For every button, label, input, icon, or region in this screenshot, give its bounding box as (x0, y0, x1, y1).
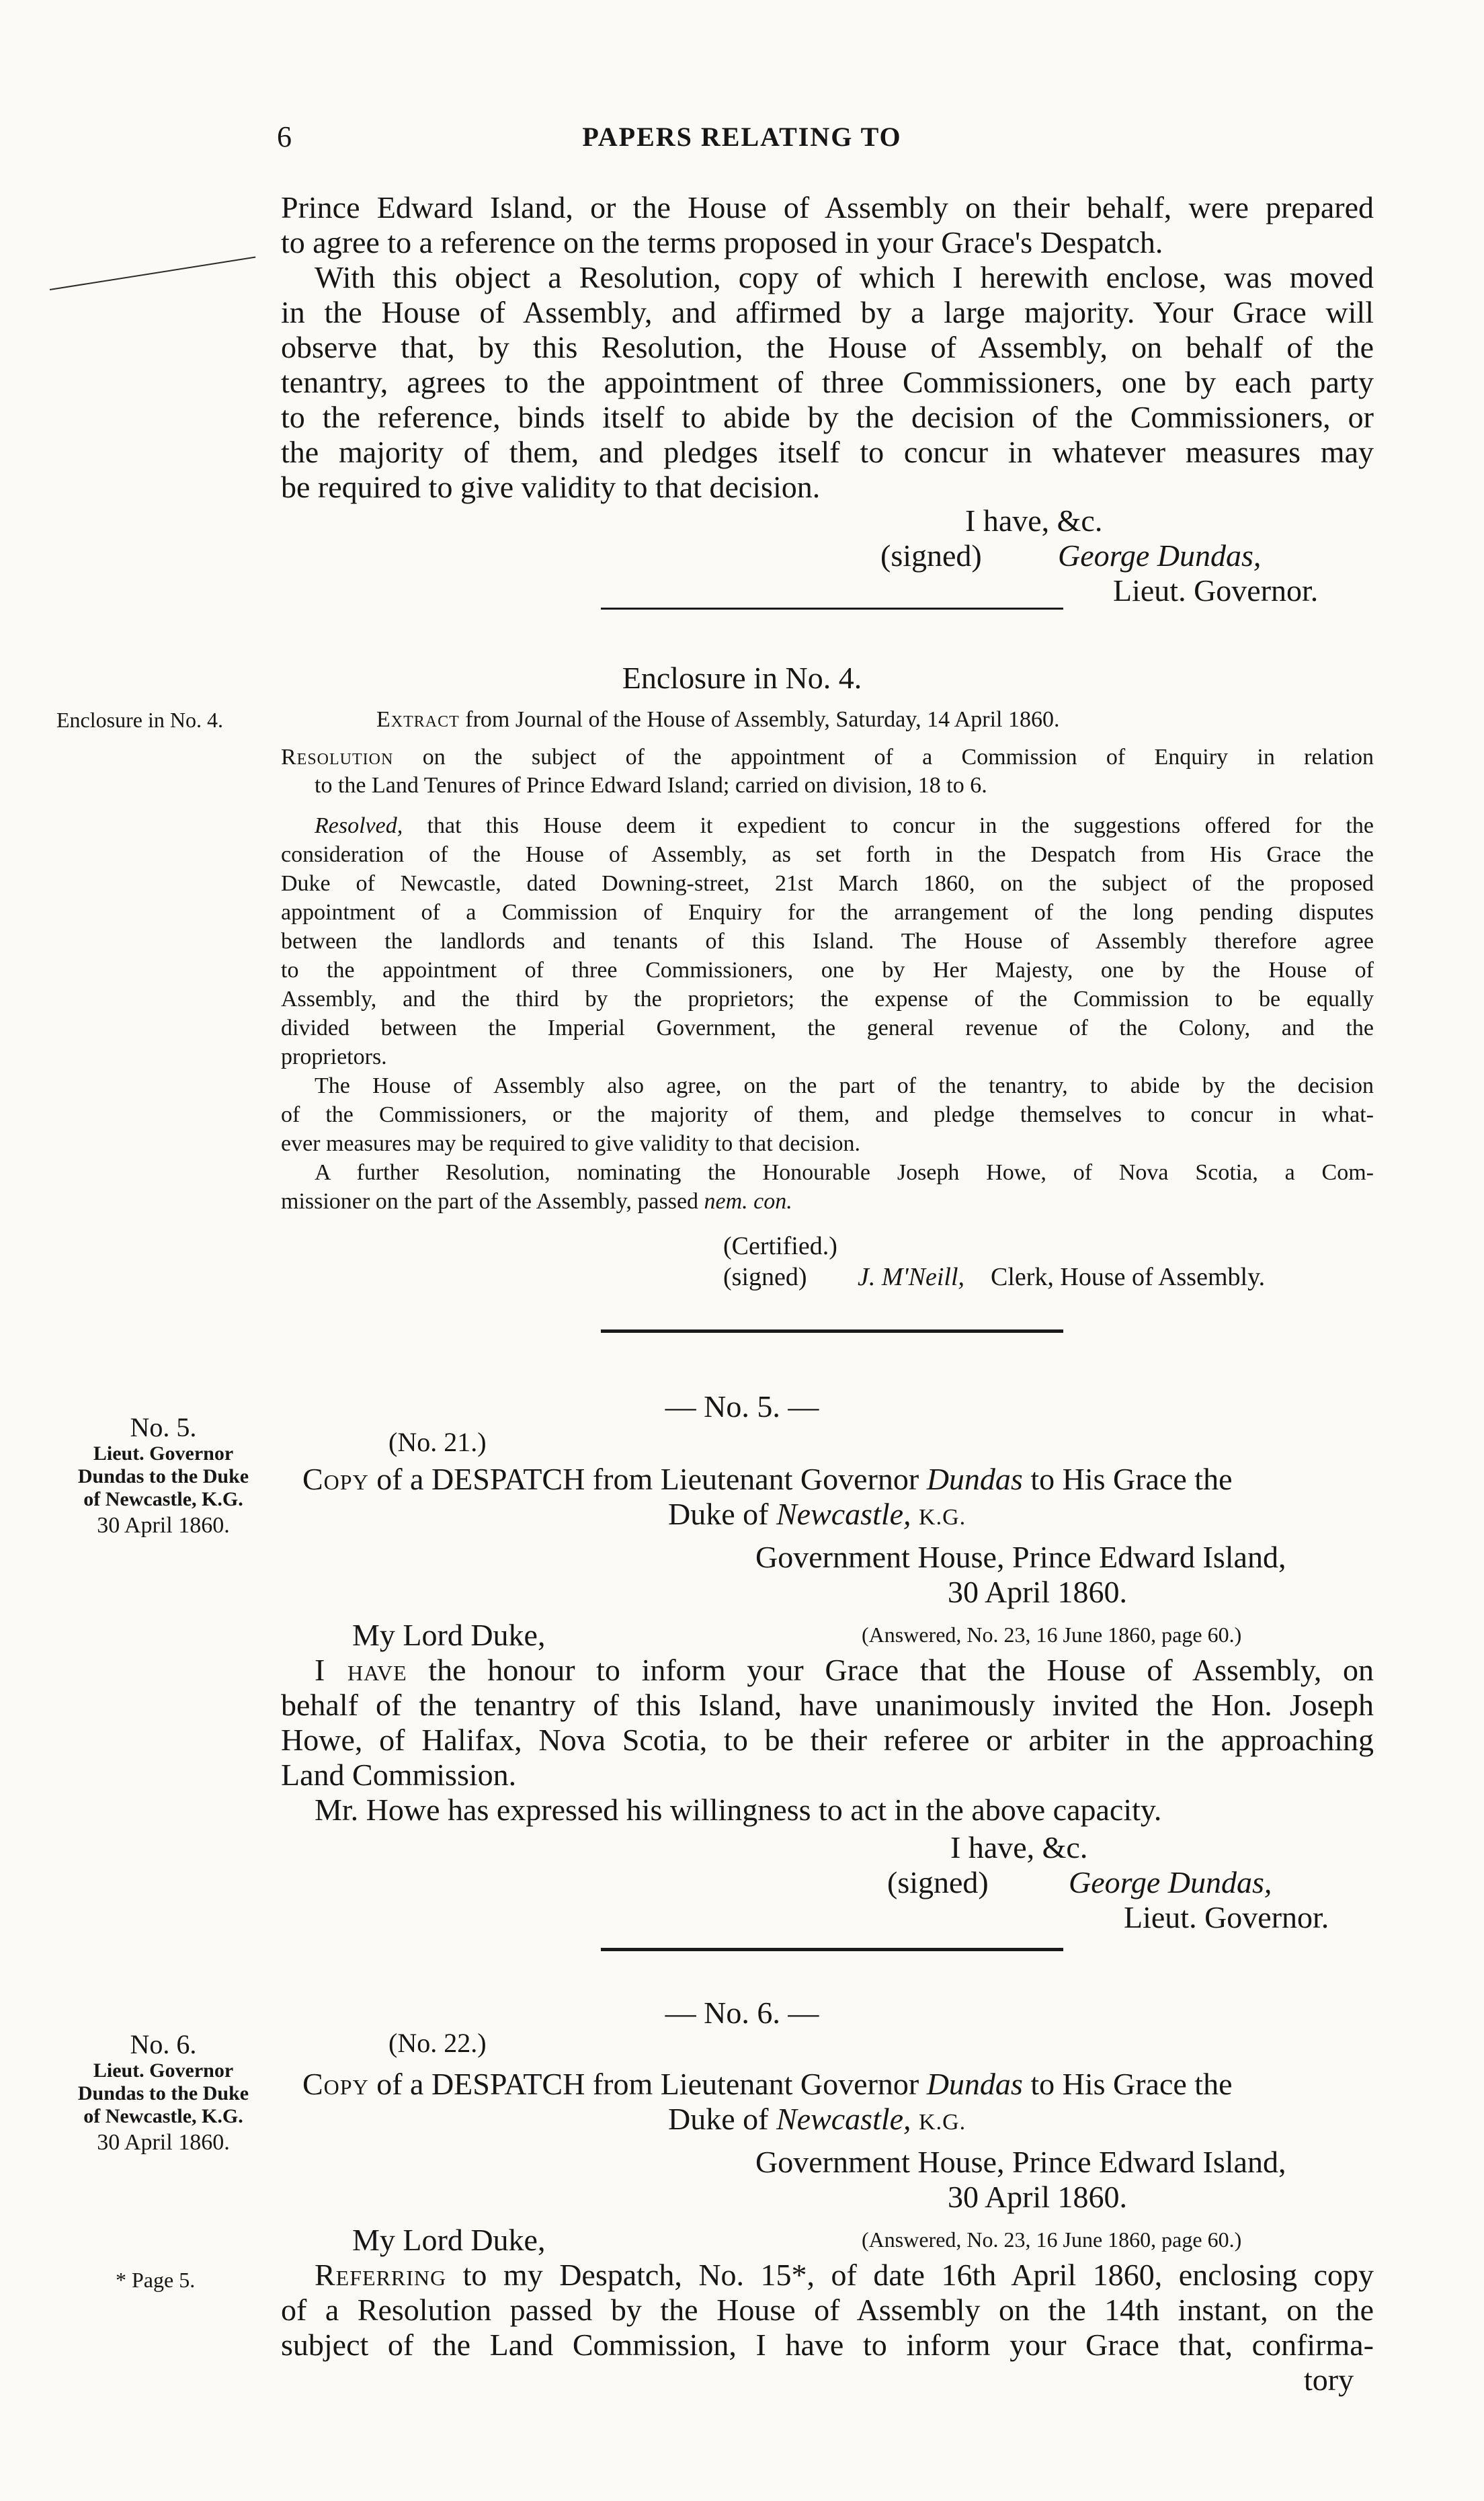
no5-first-word: I have (315, 1653, 407, 1687)
no5-margin-line: Dundas to the Duke (77, 1465, 249, 1487)
enclosure-body-line: appointment of a Commission of Enquiry for the arrangement of the long pending disputes (281, 900, 1374, 925)
no5-body-line: Land Commission. (281, 1758, 517, 1792)
intro-line: With this object a Resolution, copy of which I herewith enclose, was moved (315, 260, 1374, 294)
no5-margin-line: Lieut. Governor (93, 1442, 234, 1465)
no5-title-name: Dundas (926, 1462, 1023, 1496)
resolution-rest: on the subject of the appointment of a Commission of Enquiry in relation (422, 745, 1374, 770)
no5-heading: — No. 5. — (665, 1389, 819, 1424)
enclosure-body-line: The House of Assembly also agree, on the part of the tenantry, to abide by the decision (315, 1073, 1374, 1098)
intro-signer: George Dundas, (1058, 538, 1262, 573)
no5-body-line (315, 1652, 1374, 1688)
enclosure-signer-title: Clerk, House of Assembly. (991, 1263, 1266, 1291)
no5-title-line (302, 1461, 1233, 1497)
no5-title-line-2 (668, 1496, 966, 1532)
no5-signer-title: Lieut. Governor. (1124, 1900, 1329, 1934)
enclosure-body-line: Assembly, and the third by the proprietors; the expense of the Commission to be equally (281, 987, 1374, 1012)
no5-body-line: Mr. Howe has expressed his willingness to act in the above capacity. (315, 1793, 1162, 1827)
no6-title-name: Dundas (926, 2067, 1023, 2101)
no5-margin-date: 30 April 1860. (97, 1513, 230, 1538)
no6-body-text: to my Despatch, No. 15*, of date 16th April 1860, enclosing copy (462, 2258, 1374, 2292)
enclosure-body-line: Duke of Newcastle, dated Downing-street, 21st March 1860, on the subject of the proposed (281, 871, 1374, 896)
no6-first-word: Referring (315, 2258, 447, 2292)
intro-signed: (signed) (880, 538, 982, 573)
resolution-line (281, 745, 1374, 770)
no6-margin-date: 30 April 1860. (97, 2130, 230, 2155)
copy-word: Copy (302, 1462, 369, 1496)
no6-body-line: subject of the Land Commission, I have to inform your Grace that, confirma- (281, 2328, 1374, 2362)
no6-margin-line: of Newcastle, K.G. (83, 2105, 243, 2127)
no6-title-a: of a DESPATCH from Lieutenant Governor (376, 2067, 919, 2101)
no5-ref: (No. 21.) (388, 1427, 487, 1457)
no5-title2-kg: K.G. (919, 1505, 966, 1530)
nem-con: nem. con. (704, 1189, 792, 1214)
intro-line: to agree to a reference on the terms proposed in your Grace's Despatch. (281, 225, 1163, 259)
certified: (Certified.) (723, 1232, 837, 1260)
extract-rest: from Journal of the House of Assembly, Saturday, 14 April 1860. (465, 707, 1060, 732)
enclosure-last-line-text: missioner on the part of the Assembly, passed (281, 1189, 699, 1214)
extract-word: Extract (376, 707, 460, 732)
footnote-page-ref: * Page 5. (116, 2268, 196, 2292)
no5-body-line: behalf of the tenantry of this Island, have unanimously invited the Hon. Joseph (281, 1688, 1374, 1722)
resolved-text: that this House deem it expedient to concur in the suggestions offered for the (427, 813, 1374, 838)
resolved-line (315, 813, 1374, 839)
no6-title-b: to His Grace the (1030, 2067, 1233, 2101)
enclosure-margin-note: Enclosure in No. 4. (56, 708, 223, 732)
copy-word: Copy (302, 2067, 369, 2101)
no5-signed: (signed) (887, 1865, 989, 1899)
no5-title2-a: Duke of (668, 1497, 769, 1531)
no6-margin-line: Dundas to the Duke (77, 2082, 249, 2104)
intro-line: tenantry, agrees to the appointment of three Commissioners, one by each party (281, 365, 1374, 399)
no6-title2-a: Duke of (668, 2102, 769, 2136)
catchword: tory (1304, 2363, 1354, 2397)
no5-signer: George Dundas, (1069, 1865, 1272, 1899)
no5-date: 30 April 1860. (948, 1575, 1128, 1609)
no6-margin-number: No. 6. (130, 2029, 197, 2059)
enclosure-body-line: ever measures may be required to give validity to that decision. (281, 1131, 861, 1156)
no5-title-a: of a DESPATCH from Lieutenant Governor (376, 1462, 919, 1496)
no5-place: Government House, Prince Edward Island, (755, 1540, 1286, 1574)
intro-closing: I have, &c. (965, 503, 1103, 538)
no5-answered: (Answered, No. 23, 16 June 1860, page 60.) (862, 1623, 1242, 1647)
resolution-word: Resolution (281, 745, 394, 770)
no6-ref: (No. 22.) (388, 2028, 487, 2058)
intro-line: the majority of them, and pledges itself to concur in whatever measures may (281, 435, 1374, 469)
intro-line: to the reference, binds itself to abide by the decision of the Commissioners, or (281, 400, 1374, 434)
enclosure-signed: (signed) (723, 1263, 807, 1291)
enclosure-body-line: proprietors. (281, 1044, 387, 1069)
resolved-word: Resolved, (315, 813, 403, 838)
enclosure-last-line (281, 1189, 792, 1215)
no6-title-line-2 (668, 2101, 966, 2137)
enclosure-body-line: of the Commissioners, or the majority of them, and pledge themselves to concur in what- (281, 1102, 1374, 1127)
pen-mark (50, 257, 255, 290)
page-number: 6 (277, 120, 292, 153)
no6-place: Government House, Prince Edward Island, (755, 2145, 1286, 2179)
intro-line: Prince Edward Island, or the House of Assembly on their behalf, were prepared (281, 190, 1374, 224)
no6-heading: — No. 6. — (665, 1996, 819, 2030)
running-title: PAPERS RELATING TO (582, 122, 902, 152)
enclosure-signer: J. M'Neill, (858, 1263, 965, 1291)
intro-line: in the House of Assembly, and affirmed by a large majority. Your Grace will (281, 295, 1374, 329)
enclosure-body-line: consideration of the House of Assembly, as set forth in the Despatch from His Grace the (281, 842, 1374, 867)
no5-salutation: My Lord Duke, (352, 1618, 546, 1652)
no5-title-b: to His Grace the (1030, 1462, 1233, 1496)
no5-title2-name: Newcastle, (776, 1497, 911, 1531)
intro-line: be required to give validity to that decision. (281, 470, 821, 504)
extract-line (376, 707, 1059, 733)
no6-title2-kg: K.G. (919, 2110, 966, 2135)
intro-signer-title: Lieut. Governor. (1113, 573, 1319, 608)
enclosure-body-line: A further Resolution, nominating the Honourable Joseph Howe, of Nova Scotia, a Com- (315, 1160, 1374, 1185)
no5-margin-note (55, 1413, 272, 1541)
intro-line: observe that, by this Resolution, the House of Assembly, on behalf of the (281, 330, 1374, 364)
enclosure-body-line: to the appointment of three Commissioners, one by Her Majesty, one by the House of (281, 958, 1374, 983)
no6-margin-line: Lieut. Governor (93, 2059, 234, 2082)
no6-salutation: My Lord Duke, (352, 2223, 546, 2257)
no6-body-line (315, 2257, 1374, 2293)
section-rule (601, 1948, 1063, 1951)
enclosure-heading: Enclosure in No. 4. (622, 661, 862, 695)
enclosure-body-line: between the landlords and tenants of this Island. The House of Assembly therefore agree (281, 929, 1374, 954)
no6-answered: (Answered, No. 23, 16 June 1860, page 60.) (862, 2227, 1242, 2252)
no6-margin-note (55, 2030, 272, 2158)
no5-body-text: the honour to inform your Grace that the House of Assembly, on (428, 1653, 1374, 1687)
section-rule (601, 1329, 1063, 1333)
enclosure-body-line: divided between the Imperial Government, the general revenue of the Colony, and the (281, 1016, 1374, 1040)
no5-closing: I have, &c. (950, 1830, 1088, 1864)
resolution-line-2: to the Land Tenures of Prince Edward Island; carried on division, 18 to 6. (315, 773, 987, 798)
no6-title-line (302, 2066, 1233, 2102)
no5-body-line: Howe, of Halifax, Nova Scotia, to be their referee or arbiter in the approaching (281, 1723, 1374, 1757)
no6-title2-name: Newcastle, (776, 2102, 911, 2136)
no5-margin-line: of Newcastle, K.G. (83, 1488, 243, 1510)
section-rule (601, 608, 1063, 610)
no6-date: 30 April 1860. (948, 2180, 1128, 2214)
no6-body-line: of a Resolution passed by the House of Assembly on the 14th instant, on the (281, 2293, 1374, 2327)
no5-margin-number: No. 5. (130, 1412, 197, 1442)
